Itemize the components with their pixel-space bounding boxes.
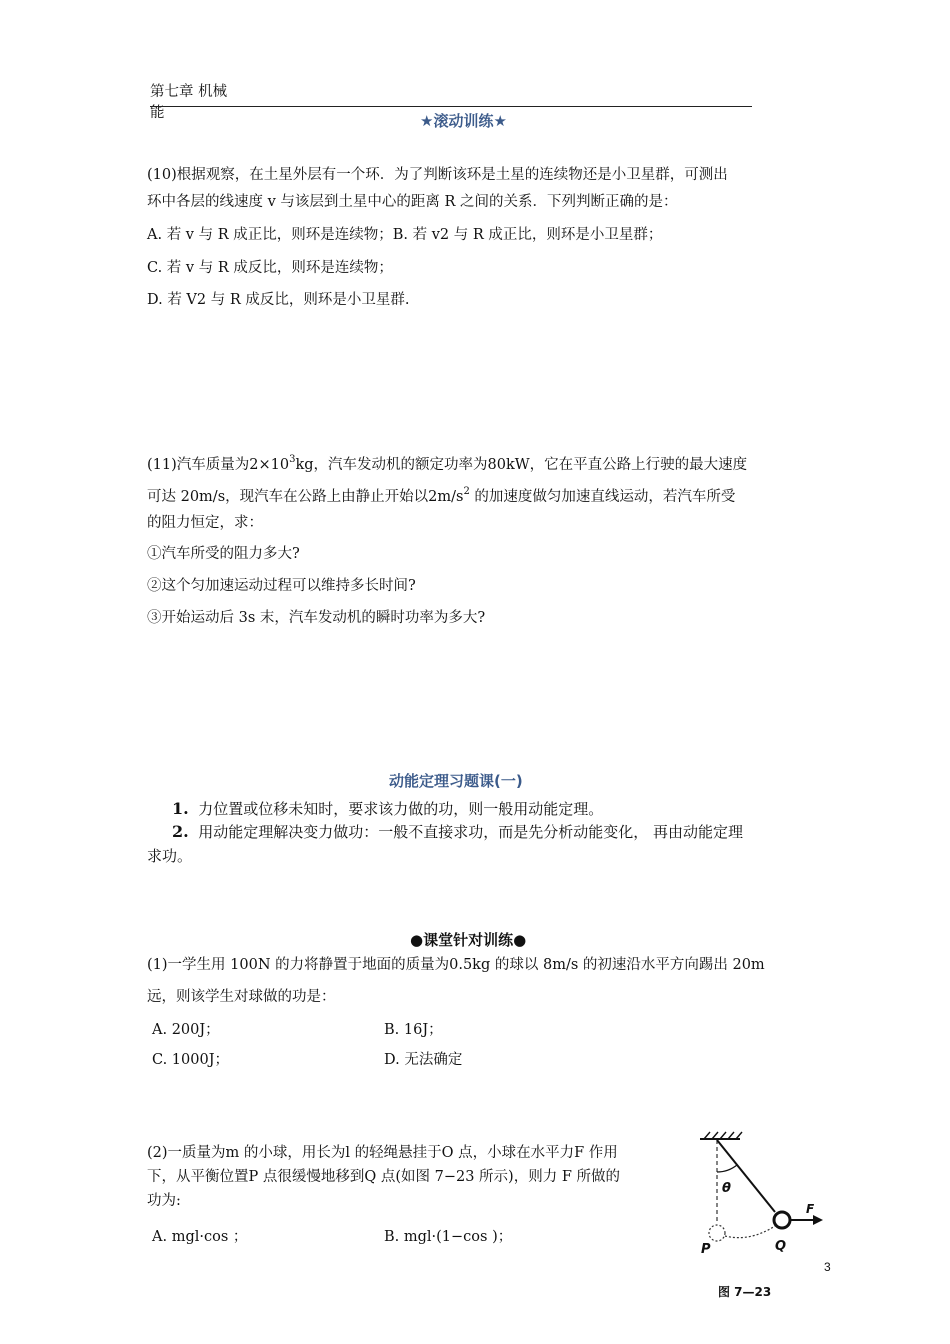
chapter-header-cont: 能 [150, 105, 165, 121]
class-q2-option-a: A. mgl·cos ； [152, 1229, 248, 1245]
theta-label: θ [722, 1181, 731, 1196]
lesson-point-2 [172, 822, 743, 842]
q11-sub2: ②这个匀加速运动过程可以维持多长时间? [147, 578, 416, 594]
q11-stem-line1 [147, 455, 747, 475]
ball-p [709, 1225, 725, 1241]
ball-q [774, 1212, 790, 1228]
pendulum-figure [695, 1130, 835, 1280]
class-q1-option-b: B. 16J； [384, 1022, 443, 1038]
force-arrowhead [813, 1215, 823, 1225]
q11-line1-b: kg，汽车发动机的额定功率为80kW，它在平直公路上行驶的最大速度 [295, 457, 748, 473]
point-p-label: P [701, 1242, 711, 1257]
force-label: F [806, 1202, 815, 1216]
class-q2-line3: 功为: [147, 1193, 181, 1209]
q11-stem-line2 [147, 487, 735, 507]
class-q1-option-a: A. 200J； [152, 1022, 220, 1038]
point-q-label: Q [775, 1239, 787, 1254]
q11-line2-b: 的加速度做匀加速直线运动，若汽车所受 [469, 489, 736, 505]
pendulum-string [717, 1140, 775, 1212]
header-rule [150, 106, 752, 107]
q11-stem-line3: 的阻力恒定，求： [147, 515, 263, 531]
q10-stem-line1: (10)根据观察，在土星外层有一个环．为了判断该环是土星的连续物还是小卫星群，可测出 [147, 167, 728, 183]
chapter-header: 第七章 机械 [150, 84, 228, 100]
section-title-class-training: ●课堂针对训练● [410, 931, 527, 949]
swing-path [725, 1226, 775, 1238]
ceiling-hatch [704, 1132, 742, 1139]
lesson-point-2-number: 2. [172, 822, 189, 841]
class-q1-line1: (1)一学生用 100N 的力将静置于地面的质量为0.5kg 的球以 8m/s 的初速沿水平方向踢出 20m [147, 957, 765, 973]
q10-option-c: C. 若 v 与 R 成反比，则环是连续物； [147, 260, 393, 276]
lesson-point-2-text: 用动能定理解决变力做功：一般不直接求功，而是先分析动能变化， 再由动能定理 [198, 823, 744, 841]
q10-option-d: D. 若 V2 与 R 成反比，则环是小卫星群. [147, 292, 410, 308]
class-q2-line2: 下，从平衡位置P 点很缓慢地移到Q 点(如图 7−23 所示)，则力 F 所做的 [147, 1169, 620, 1185]
class-q1-line2: 远，则该学生对球做的功是： [147, 989, 336, 1005]
q11-line1-sup: 3 [289, 454, 296, 465]
q11-sub3: ③开始运动后 3s 末，汽车发动机的瞬时功率为多大? [147, 610, 486, 626]
angle-arc [717, 1165, 737, 1172]
class-q2-line1: (2)一质量为m 的小球，用长为l 的轻绳悬挂于O 点，小球在水平力F 作用 [147, 1145, 618, 1161]
q11-sub1: ①汽车所受的阻力多大? [147, 546, 300, 562]
q10-stem-line2: 环中各层的线速度 v 与该层到土星中心的距离 R 之间的关系．下列判断正确的是： [147, 194, 678, 210]
lesson-point-2-cont: 求功。 [147, 847, 193, 865]
lesson-title: 动能定理习题课(一) [389, 772, 523, 790]
page-number: 3 [824, 1260, 831, 1274]
section-title-scroll-training: ★滚动训练★ [420, 112, 507, 130]
q11-line2-sup: 2 [463, 486, 470, 497]
q11-line1-a: (11)汽车质量为2×10 [147, 457, 290, 473]
class-q1-option-c: C. 1000J； [152, 1052, 230, 1068]
class-q2-option-b: B. mgl·(1−cos )； [384, 1229, 513, 1245]
class-q1-option-d: D. 无法确定 [384, 1052, 463, 1068]
figure-caption: 图 7—23 [718, 1285, 772, 1299]
q11-line2-a: 可达 20m/s，现汽车在公路上由静止开始以2m/s [147, 489, 464, 505]
lesson-point-1 [172, 799, 603, 819]
lesson-point-1-text: 力位置或位移未知时，要求该力做的功，则一般用动能定理。 [198, 800, 604, 818]
lesson-point-1-number: 1. [172, 799, 189, 818]
q10-options-ab: A. 若 v 与 R 成正比，则环是连续物；B. 若 v2 与 R 成正比，则环是小卫星群； [147, 227, 663, 243]
